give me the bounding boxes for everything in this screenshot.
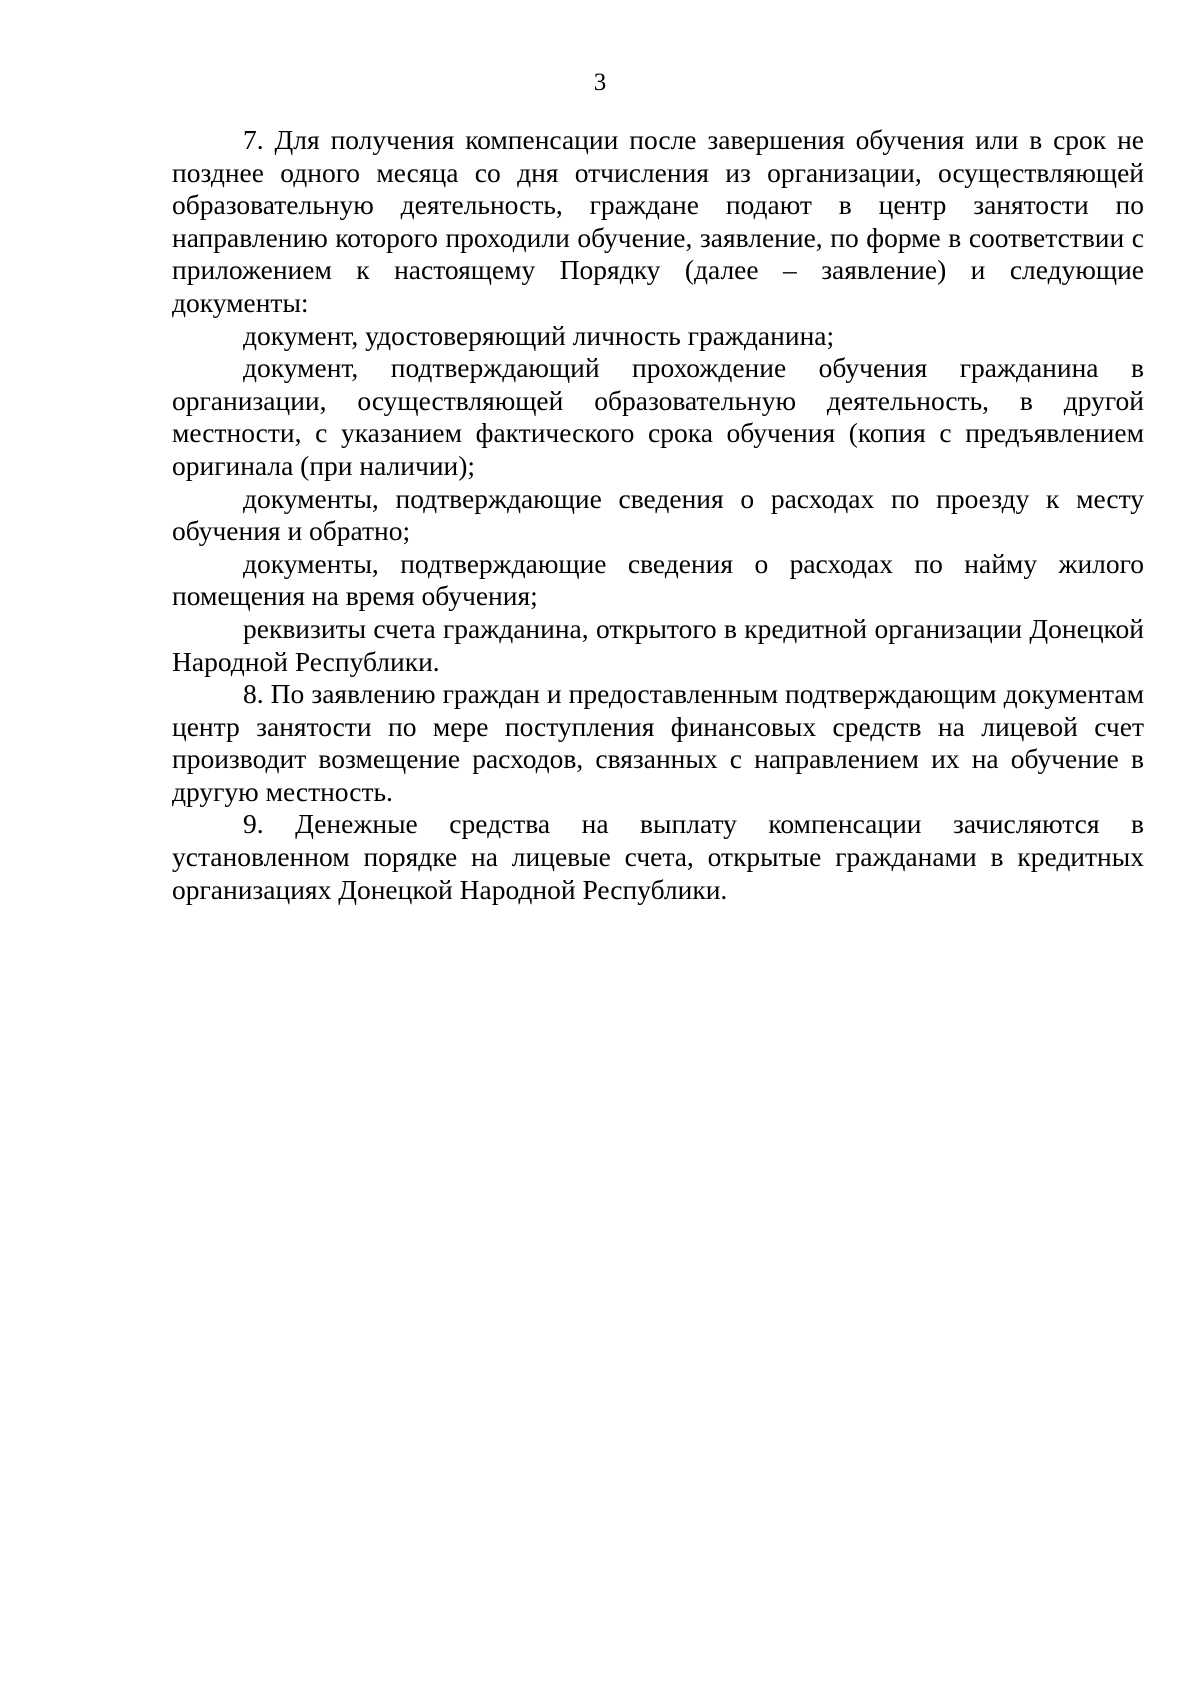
paragraph-9: 9. Денежные средства на выплату компенсации зачисляются в установленном порядке на лицевые счета, открытые гражданами в кредитных организациях Донецкой Народной Республики.: [172, 808, 1144, 905]
document-body: [172, 124, 1144, 906]
page-number: 3: [593, 69, 607, 96]
paragraph-7: 7. Для получения компенсации после завершения обучения или в срок не позднее одного месяца со дня отчисления из организации, осуществляющей образовательную деятельность, граждане подают в центр занятости по направлению которого проходили обучение, заявление, по форме в соответствии с приложением к настоящему Порядку (далее – заявление) и следующие документы:: [172, 124, 1144, 318]
list-item-bank-details: реквизиты счета гражданина, открытого в кредитной организации Донецкой Народной Республики.: [172, 612, 1144, 677]
list-item-identity-document: документ, удостоверяющий личность гражданина;: [243, 319, 835, 351]
list-item-travel-expenses: документы, подтверждающие сведения о расходах по проезду к месту обучения и обратно;: [172, 482, 1144, 547]
paragraph-8: 8. По заявлению граждан и предоставленным подтверждающим документам центр занятости по мере поступления финансовых средств на лицевой счет производит возмещение расходов, связанных с направлением их на обучение в другую местность.: [172, 678, 1144, 807]
list-item-housing-expenses: документы, подтверждающие сведения о расходах по найму жилого помещения на время обучения;: [172, 547, 1144, 612]
list-item-training-confirmation: документ, подтверждающий прохождение обучения гражданина в организации, осуществляющей образовательную деятельность, в другой местности, с указанием фактического срока обучения (копия с предъявлением оригинала (при наличии);: [172, 352, 1144, 481]
